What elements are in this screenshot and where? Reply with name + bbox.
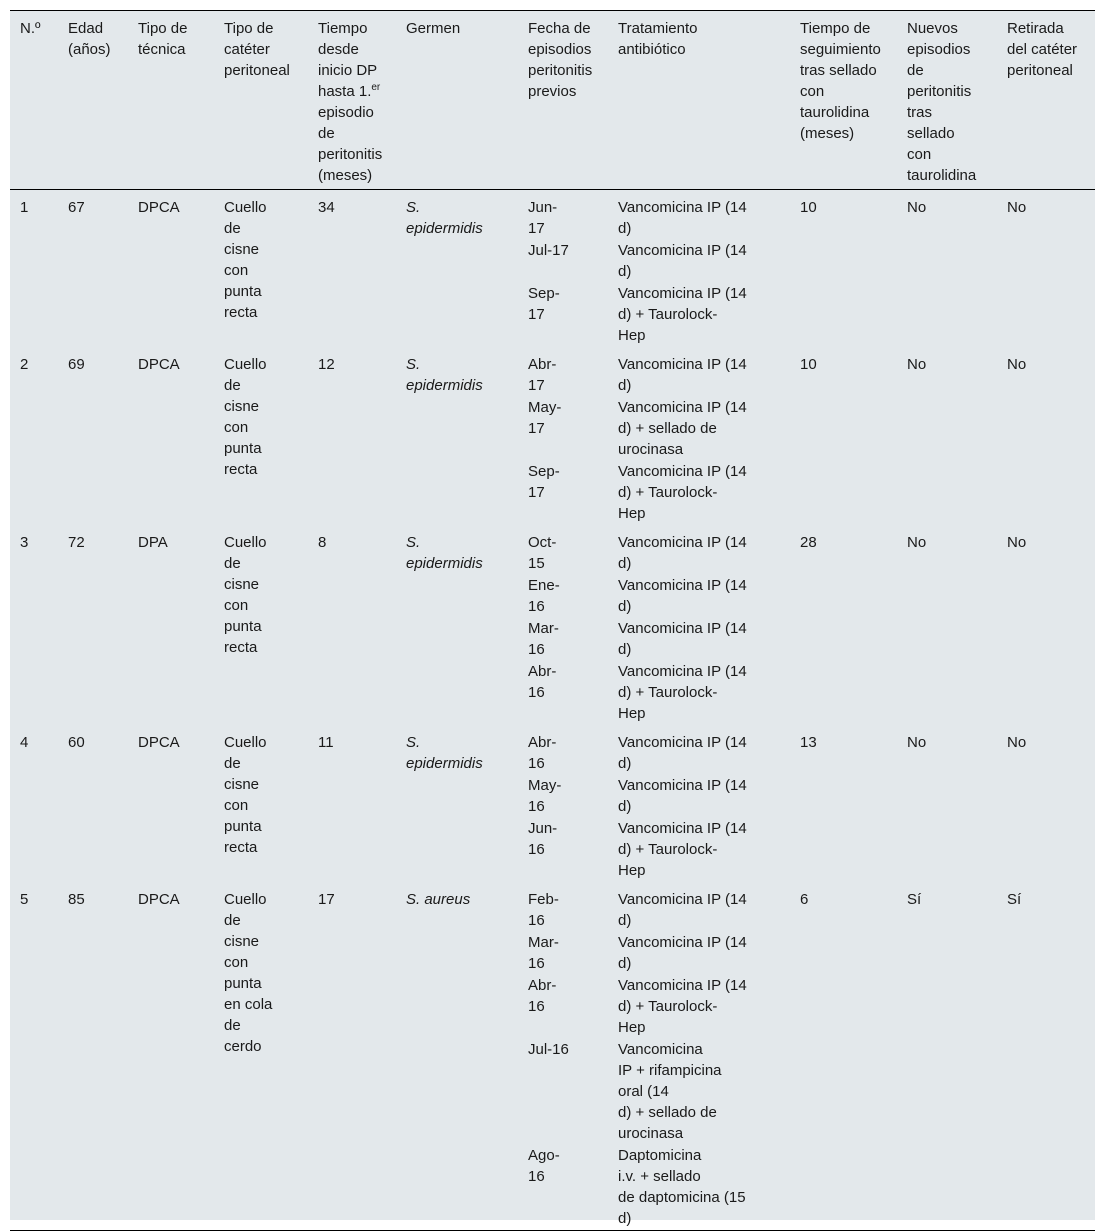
header-line: antibiótico — [618, 41, 686, 58]
catheter-line: Cuello — [224, 356, 267, 373]
time-header-post — [318, 104, 382, 184]
cell-catheter — [214, 725, 308, 882]
cell-followup: 28 — [800, 534, 817, 551]
episode-date — [528, 975, 574, 1038]
time-header-pre — [318, 20, 377, 100]
date-line: 16 — [528, 641, 545, 658]
date-line: Abr- — [528, 663, 557, 680]
treatment-line: Vancomicina IP (14 — [618, 977, 747, 994]
header-line: Edad — [68, 20, 104, 37]
episode-date — [528, 354, 574, 396]
treatment-line: d) + Taurolock- — [618, 998, 718, 1015]
header-line: hasta 1. — [318, 83, 372, 100]
col-header-germ: Germen — [406, 20, 461, 37]
header-line: inicio DP — [318, 62, 378, 79]
cell-followup: 10 — [800, 199, 817, 216]
col-header-treatment — [608, 11, 790, 190]
header-line: seguimiento — [800, 41, 881, 58]
episode-date — [528, 732, 574, 774]
header-line: tras sellado — [800, 62, 877, 79]
cell-removal: No — [1007, 356, 1027, 373]
cell-time: 8 — [318, 534, 327, 551]
germ-line: S. — [406, 356, 421, 373]
episode-treatment — [618, 283, 768, 346]
episode-date — [528, 532, 574, 574]
catheter-line: cisne — [224, 398, 260, 415]
episode-date — [528, 240, 574, 282]
cell-technique: DPCA — [138, 356, 180, 373]
date-line: 17 — [528, 484, 545, 501]
date-line: Jul-16 — [528, 1041, 569, 1058]
catheter-line: cisne — [224, 576, 260, 593]
catheter-line: de — [224, 377, 241, 394]
treatment-line: Vancomicina IP (14 — [618, 285, 747, 302]
date-line — [528, 1017, 574, 1038]
treatment-line: d) + Taurolock- — [618, 684, 718, 701]
episode-date — [528, 283, 574, 346]
treatment-line: Hep — [618, 1019, 646, 1036]
catheter-line: cerdo — [224, 1038, 262, 1055]
episode-date — [528, 397, 574, 460]
cell-catheter — [214, 525, 308, 725]
catheter-line: en cola — [224, 996, 273, 1013]
date-line — [528, 860, 574, 881]
treatment-line: Vancomicina IP (14 — [618, 463, 747, 480]
time-header-sup: er — [371, 82, 381, 93]
treatment-line: urocinasa — [618, 441, 684, 458]
treatment-line: Vancomicina IP (14 — [618, 577, 747, 594]
col-header-time — [308, 11, 396, 190]
date-line: 16 — [528, 998, 545, 1015]
cell-technique: DPCA — [138, 199, 180, 216]
episode-treatment — [618, 532, 768, 574]
header-line: peritonitis — [528, 62, 593, 79]
treatment-line: Vancomicina IP (14 — [618, 777, 747, 794]
date-line — [528, 1123, 574, 1144]
treatment-line: Hep — [618, 327, 646, 344]
table-row — [10, 525, 1095, 725]
col-header-catheter — [214, 11, 308, 190]
date-line: 17 — [528, 377, 545, 394]
header-line: con — [800, 83, 825, 100]
catheter-line: de — [224, 555, 241, 572]
header-line: Tiempo de — [800, 20, 871, 37]
header-line: Tiempo — [318, 20, 368, 37]
treatment-line: d) — [618, 377, 632, 394]
treatment-line: d) — [618, 598, 632, 615]
date-line — [528, 503, 574, 524]
treatment-line: Hep — [618, 705, 646, 722]
germ-line: epidermidis — [406, 555, 483, 572]
cell-germ — [396, 725, 518, 882]
date-line: Abr- — [528, 977, 557, 994]
treatment-line: i.v. + sellado — [618, 1168, 701, 1185]
cell-age: 72 — [68, 534, 85, 551]
germ-line: S. — [406, 734, 421, 751]
treatment-line: Vancomicina IP (14 — [618, 663, 747, 680]
date-line: Jul-17 — [528, 242, 569, 259]
header-line: peritoneal — [224, 62, 290, 79]
episode-date — [528, 932, 574, 974]
catheter-line: cisne — [224, 776, 260, 793]
treatment-line: Vancomicina IP (14 — [618, 356, 747, 373]
date-line: Mar- — [528, 934, 559, 951]
header-line: desde — [318, 41, 359, 58]
cell-germ — [396, 525, 518, 725]
treatment-line: Vancomicina IP (14 — [618, 820, 747, 837]
header-line: Fecha de — [528, 20, 591, 37]
catheter-line: recta — [224, 461, 258, 478]
cell-age: 85 — [68, 891, 85, 908]
cell-dates — [518, 525, 608, 725]
date-line — [528, 1081, 574, 1102]
table-row — [10, 725, 1095, 882]
date-line — [528, 703, 574, 724]
treatment-line: d) — [618, 263, 632, 280]
treatment-line: Hep — [618, 862, 646, 879]
episode-treatment — [618, 197, 768, 239]
table-body — [10, 190, 1095, 1231]
col-header-followup — [790, 11, 897, 190]
catheter-line: con — [224, 597, 249, 614]
date-line: 17 — [528, 420, 545, 437]
cell-removal: No — [1007, 534, 1027, 551]
cell-num: 4 — [20, 734, 29, 751]
cell-treatment — [608, 725, 790, 882]
catheter-line: de — [224, 912, 241, 929]
episode-treatment — [618, 661, 768, 724]
episode-treatment — [618, 461, 768, 524]
date-line: 15 — [528, 555, 545, 572]
cell-dates — [518, 347, 608, 525]
date-line: May- — [528, 399, 562, 416]
header-row — [10, 11, 1095, 190]
cell-germ — [396, 190, 518, 348]
catheter-line: con — [224, 419, 249, 436]
col-header-num: N.º — [20, 20, 41, 37]
catheter-line: Cuello — [224, 534, 267, 551]
treatment-line: IP + rifampicina — [618, 1062, 722, 1079]
table-container — [10, 10, 1095, 1227]
episode-date — [528, 1145, 574, 1229]
cell-technique: DPCA — [138, 734, 180, 751]
date-line: Sep- — [528, 463, 560, 480]
episode-date — [528, 575, 574, 617]
cell-new-episodes: No — [907, 199, 927, 216]
germ-line: epidermidis — [406, 220, 483, 237]
treatment-line: Vancomicina IP (14 — [618, 934, 747, 951]
episode-treatment — [618, 975, 768, 1038]
date-line: Mar- — [528, 620, 559, 637]
date-line — [528, 1187, 574, 1208]
cell-catheter — [214, 190, 308, 348]
cell-catheter — [214, 882, 308, 1231]
catheter-line: de — [224, 755, 241, 772]
cell-new-episodes: No — [907, 356, 927, 373]
treatment-line: urocinasa — [618, 1125, 684, 1142]
header-line: Nuevos — [907, 20, 958, 37]
catheter-line: punta — [224, 975, 262, 992]
cell-removal: No — [1007, 734, 1027, 751]
header-line: técnica — [138, 41, 186, 58]
date-line — [528, 325, 574, 346]
cell-age: 60 — [68, 734, 85, 751]
episode-treatment — [618, 575, 768, 617]
germ-line: epidermidis — [406, 377, 483, 394]
treatment-line: Vancomicina IP (14 — [618, 199, 747, 216]
table-row — [10, 190, 1095, 348]
cell-technique: DPCA — [138, 891, 180, 908]
date-line — [528, 439, 574, 460]
header-line: taurolidina — [907, 167, 977, 184]
cell-num: 5 — [20, 891, 29, 908]
episode-treatment — [618, 889, 768, 931]
treatment-line: d) — [618, 912, 632, 929]
date-line: Sep- — [528, 285, 560, 302]
catheter-line: cisne — [224, 241, 260, 258]
germ-line: S. — [406, 534, 421, 551]
catheter-line: Cuello — [224, 199, 267, 216]
col-header-removal — [997, 11, 1095, 190]
episode-treatment — [618, 818, 768, 881]
catheter-line: punta — [224, 818, 262, 835]
header-line: tras — [907, 104, 933, 121]
header-line: episodio — [318, 104, 374, 121]
episode-treatment — [618, 732, 768, 774]
header-line: sellado — [907, 125, 955, 142]
treatment-line: Vancomicina IP (14 — [618, 534, 747, 551]
date-line: Abr- — [528, 356, 557, 373]
catheter-line: Cuello — [224, 734, 267, 751]
cell-removal: Sí — [1007, 891, 1022, 908]
treatment-line: d) — [618, 220, 632, 237]
header-line: peritonitis — [318, 146, 383, 163]
treatment-line: d) — [618, 755, 632, 772]
header-line: previos — [528, 83, 577, 100]
cell-age: 69 — [68, 356, 85, 373]
treatment-line: Daptomicina — [618, 1147, 702, 1164]
cell-time: 12 — [318, 356, 335, 373]
date-line: Feb- — [528, 891, 559, 908]
col-header-new-episodes — [897, 11, 997, 190]
treatment-line: d) — [618, 641, 632, 658]
treatment-line: d) + sellado de — [618, 420, 717, 437]
date-line — [528, 261, 574, 282]
catheter-line: Cuello — [224, 891, 267, 908]
treatment-line: Vancomicina IP (14 — [618, 399, 747, 416]
episode-date — [528, 197, 574, 239]
header-line: con — [907, 146, 932, 163]
date-line: Ago- — [528, 1147, 560, 1164]
episode-date — [528, 1039, 574, 1144]
date-line — [528, 1208, 574, 1229]
date-line: 16 — [528, 755, 545, 772]
header-line: de — [318, 125, 335, 142]
date-line: Jun- — [528, 820, 558, 837]
episode-treatment — [618, 240, 768, 282]
date-line: 16 — [528, 955, 545, 972]
date-line: May- — [528, 777, 562, 794]
peritonitis-table — [10, 10, 1095, 1231]
catheter-line: con — [224, 954, 249, 971]
header-line: Tratamiento — [618, 20, 698, 37]
cell-treatment — [608, 190, 790, 348]
header-line: taurolidina — [800, 104, 870, 121]
date-line: 16 — [528, 912, 545, 929]
treatment-line: d) + Taurolock- — [618, 484, 718, 501]
header-line: Tipo de — [138, 20, 188, 37]
episode-treatment — [618, 775, 768, 817]
date-line: 16 — [528, 841, 545, 858]
header-line: de — [907, 62, 924, 79]
episode-date — [528, 618, 574, 660]
episode-treatment — [618, 618, 768, 660]
cell-removal: No — [1007, 199, 1027, 216]
episode-date — [528, 461, 574, 524]
episode-treatment — [618, 1039, 768, 1144]
catheter-line: con — [224, 797, 249, 814]
treatment-line: Vancomicina IP (14 — [618, 620, 747, 637]
cell-num: 1 — [20, 199, 29, 216]
episode-date — [528, 889, 574, 931]
header-line: (años) — [68, 41, 111, 58]
cell-treatment — [608, 525, 790, 725]
header-line: episodios — [528, 41, 592, 58]
col-header-age — [58, 11, 128, 190]
cell-dates — [518, 882, 608, 1231]
cell-treatment — [608, 882, 790, 1231]
cell-new-episodes: Sí — [907, 891, 922, 908]
date-line: Abr- — [528, 734, 557, 751]
treatment-line: d) — [618, 555, 632, 572]
treatment-line: Vancomicina IP (14 — [618, 242, 747, 259]
header-line: (meses) — [800, 125, 855, 142]
header-line: Retirada — [1007, 20, 1064, 37]
catheter-line: recta — [224, 304, 258, 321]
cell-age: 67 — [68, 199, 85, 216]
date-line: 16 — [528, 1168, 545, 1185]
treatment-line: de daptomicina (15 — [618, 1189, 746, 1206]
date-line: Ene- — [528, 577, 560, 594]
cell-technique: DPA — [138, 534, 168, 551]
treatment-line: oral (14 — [618, 1083, 669, 1100]
cell-germ — [396, 347, 518, 525]
treatment-line: d) + Taurolock- — [618, 841, 718, 858]
treatment-line: d) — [618, 955, 632, 972]
col-header-technique — [128, 11, 214, 190]
germ-line: epidermidis — [406, 755, 483, 772]
catheter-line: punta — [224, 283, 262, 300]
catheter-line: recta — [224, 839, 258, 856]
date-line: Jun- — [528, 199, 558, 216]
catheter-line: cisne — [224, 933, 260, 950]
date-line: 16 — [528, 684, 545, 701]
episode-treatment — [618, 397, 768, 460]
treatment-line: Vancomicina IP (14 — [618, 891, 747, 908]
header-line: (meses) — [318, 167, 373, 184]
table-row — [10, 347, 1095, 525]
date-line: 17 — [528, 306, 545, 323]
catheter-line: con — [224, 262, 249, 279]
episode-date — [528, 775, 574, 817]
header-line: peritoneal — [1007, 62, 1073, 79]
header-line: del catéter — [1007, 41, 1078, 58]
catheter-line: recta — [224, 639, 258, 656]
episode-date — [528, 818, 574, 881]
episode-treatment — [618, 354, 768, 396]
table-row — [10, 882, 1095, 1231]
catheter-line: punta — [224, 618, 262, 635]
germ-line: S. — [406, 199, 421, 216]
date-line: 16 — [528, 798, 545, 815]
treatment-line: d) — [618, 798, 632, 815]
cell-germ — [396, 882, 518, 1231]
header-line: episodios — [907, 41, 971, 58]
cell-num: 3 — [20, 534, 29, 551]
treatment-line: Vancomicina IP (14 — [618, 734, 747, 751]
cell-new-episodes: No — [907, 734, 927, 751]
cell-dates — [518, 190, 608, 348]
treatment-line: Vancomicina — [618, 1041, 703, 1058]
cell-dates — [518, 725, 608, 882]
date-line: 16 — [528, 598, 545, 615]
header-line: peritonitis — [907, 83, 972, 100]
header-line: catéter — [224, 41, 270, 58]
col-header-dates — [518, 11, 608, 190]
cell-followup: 6 — [800, 891, 809, 908]
cell-followup: 13 — [800, 734, 817, 751]
treatment-line: d) + Taurolock- — [618, 306, 718, 323]
treatment-line: d) + sellado de — [618, 1104, 717, 1121]
episode-treatment — [618, 1145, 768, 1229]
cell-followup: 10 — [800, 356, 817, 373]
date-line: Oct- — [528, 534, 557, 551]
cell-time: 34 — [318, 199, 335, 216]
treatment-line: Hep — [618, 505, 646, 522]
catheter-line: de — [224, 1017, 241, 1034]
date-line — [528, 1102, 574, 1123]
cell-treatment — [608, 347, 790, 525]
date-line: 17 — [528, 220, 545, 237]
cell-time: 17 — [318, 891, 335, 908]
date-line — [528, 1060, 574, 1081]
cell-new-episodes: No — [907, 534, 927, 551]
treatment-line: d) — [618, 1210, 632, 1227]
episode-treatment — [618, 932, 768, 974]
catheter-line: de — [224, 220, 241, 237]
catheter-line: punta — [224, 440, 262, 457]
header-line: Tipo de — [224, 20, 274, 37]
episode-date — [528, 661, 574, 724]
cell-catheter — [214, 347, 308, 525]
cell-time: 11 — [318, 734, 334, 751]
cell-num: 2 — [20, 356, 29, 373]
germ-line: S. aureus — [406, 891, 471, 908]
